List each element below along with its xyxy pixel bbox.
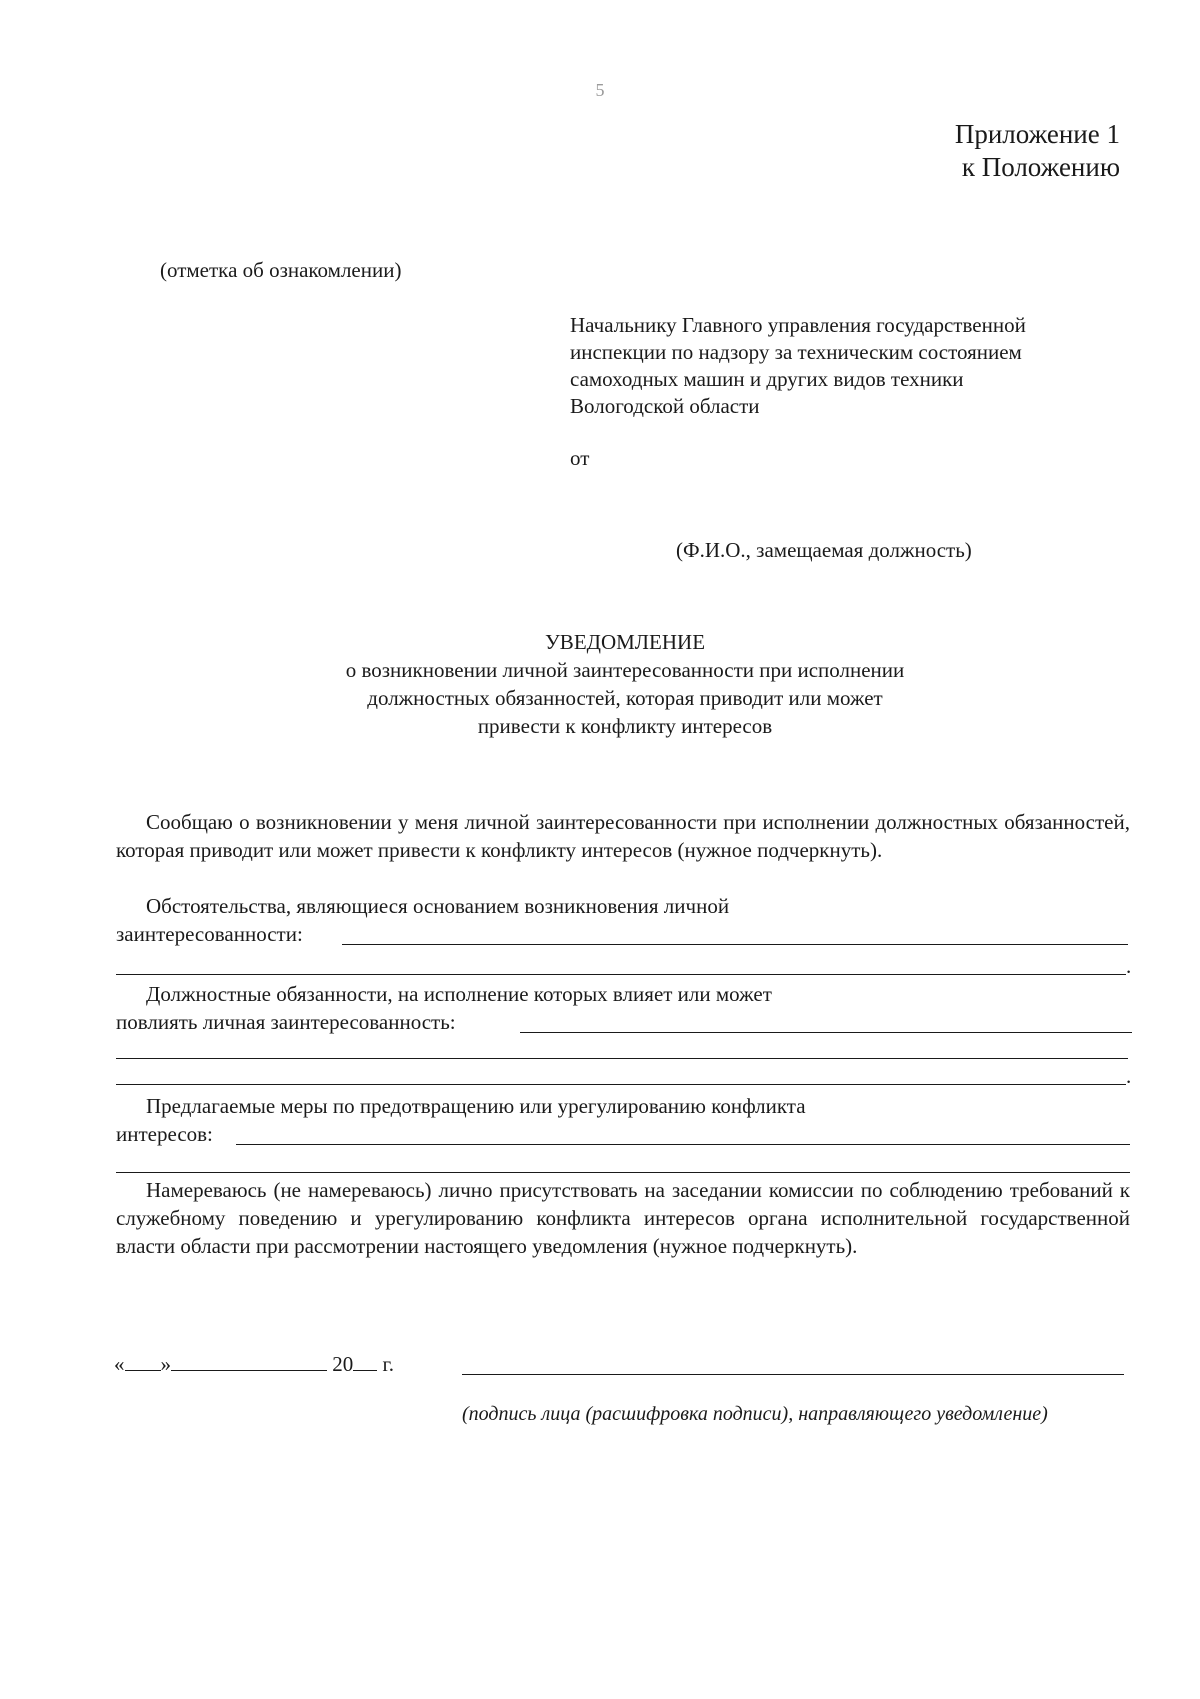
measures-label-1: Предлагаемые меры по предотвращению или урегулированию конфликта <box>146 1094 806 1118</box>
acknowledgement-mark: (отметка об ознакомлении) <box>160 258 402 282</box>
circumstances-period: . <box>1126 954 1132 978</box>
month-field[interactable] <box>171 1354 327 1371</box>
addressee-line-1: Начальнику Главного управления государственной <box>570 313 1026 337</box>
document-title <box>0 628 1200 740</box>
addressee-line-3: самоходных машин и других видов техники <box>570 367 964 391</box>
signature-caption: (подпись лица (расшифровка подписи), направляющего уведомление) <box>462 1403 1048 1425</box>
duties-field-1[interactable] <box>520 1032 1132 1033</box>
intent-paragraph: Намереваюсь (не намереваюсь) лично присутствовать на заседании комиссии по соблюдению требований к служебному поведению и урегулированию конфликта интересов органа исполнительной государственной власти области при рассмотрении настоящего уведомления (нужное подчеркнуть). <box>116 1178 1130 1258</box>
report-paragraph: Сообщаю о возникновении у меня личной заинтересованности при исполнении должностных обязанностей, которая приводит или может привести к конфликту интересов (нужное подчеркнуть). <box>116 810 1130 862</box>
circumstances-field-1[interactable] <box>342 944 1128 945</box>
addressee-block <box>570 312 1130 420</box>
appendix-header <box>955 118 1120 184</box>
title-sub-2: должностных обязанностей, которая приводит или может <box>367 686 883 710</box>
appendix-line-1: Приложение 1 <box>954 119 1120 149</box>
title-sub-1: о возникновении личной заинтересованности при исполнении <box>345 658 905 682</box>
duties-label-1: Должностные обязанности, на исполнение которых влияет или может <box>146 982 772 1006</box>
circumstances-field-2[interactable] <box>116 974 1126 975</box>
signature-field[interactable] <box>462 1374 1124 1375</box>
date-quote-close: » <box>160 1352 171 1376</box>
addressee-line-2: инспекции по надзору за техническим состоянием <box>570 340 1022 364</box>
measures-field-1[interactable] <box>236 1144 1130 1145</box>
duties-period: . <box>1126 1064 1132 1088</box>
page-number: 5 <box>595 80 605 100</box>
date-block <box>114 1350 394 1378</box>
duties-label-2: повлиять личная заинтересованность: <box>116 1010 456 1034</box>
day-field[interactable] <box>125 1354 161 1371</box>
duties-field-3[interactable] <box>116 1084 1126 1085</box>
year-field[interactable] <box>353 1354 377 1371</box>
from-label: от <box>570 446 590 470</box>
addressee-line-4: Вологодской области <box>570 394 760 418</box>
circumstances-label-1: Обстоятельства, являющиеся основанием возникновения личной <box>146 894 730 918</box>
fio-caption: (Ф.И.О., замещаемая должность) <box>676 538 972 562</box>
appendix-line-2: к Положению <box>961 152 1120 182</box>
date-quote-open: « <box>114 1352 125 1376</box>
circumstances-label-2: заинтересованности: <box>116 922 303 946</box>
measures-label-2: интересов: <box>116 1122 213 1146</box>
year-suffix: г. <box>382 1352 394 1376</box>
duties-field-2[interactable] <box>116 1058 1128 1059</box>
title-sub-3: привести к конфликту интересов <box>477 714 773 738</box>
measures-field-2[interactable] <box>116 1172 1130 1173</box>
year-prefix: 20 <box>332 1352 354 1376</box>
title-heading: УВЕДОМЛЕНИЕ <box>544 630 706 654</box>
